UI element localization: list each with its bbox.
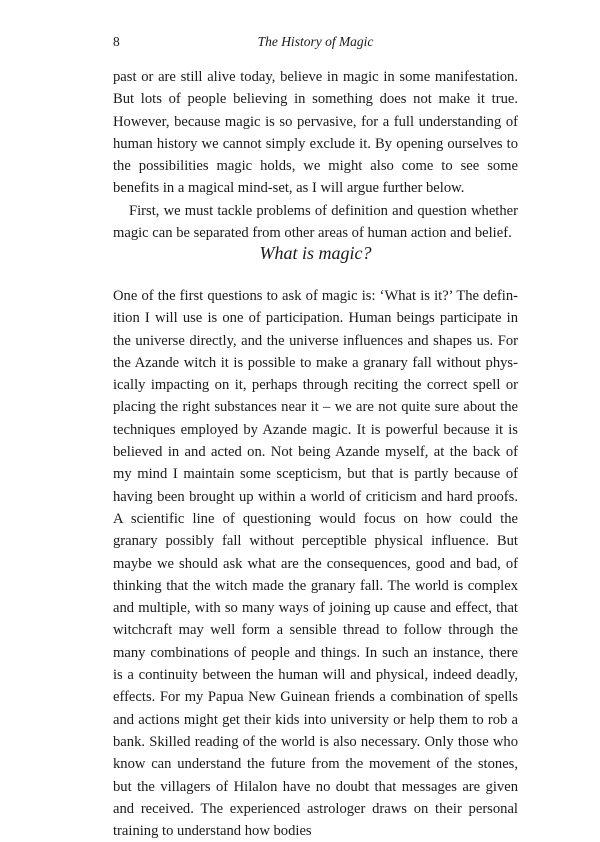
section-heading: What is magic? — [259, 243, 372, 263]
paragraph-continuation: past or are still alive today, believe in magic in some manifestation. But lots of people believing in something does not make it true. However, because magic is so pervasive, for a full understanding of human history we cannot simply exclude it. By opening ourselves to the possibilities magic holds, we might also come to see some benefits in a magical mind-set, as I will argue further below. — [113, 69, 518, 197]
main-text-block — [113, 285, 518, 842]
opening-text-block — [113, 66, 518, 244]
running-title: The History of Magic — [257, 34, 374, 49]
paragraph-definition-intro: First, we must tackle problems of definition and question whether magic can be separated from other areas of human action and belief. — [113, 202, 518, 242]
page-number: 8 — [113, 34, 120, 49]
paragraph-what-is-magic: One of the first questions to ask of magic is: ‘What is it?’ The definition I will use is one of participation. Human beings participate in the universe directly, and the universe influences and shapes us. For the Azande witch it is possible to make a granary fall without physically impacting on it, perhaps through reciting the correct spell or placing the right substances near it – we are not quite sure about the techniques employed by Azande magic. It is powerful because it is believed in and acted on. Not being Azande myself, at the back of my mind I maintain some scepticism, but that is partly because of having been brought up within a world of criticism and hard proofs. A scientific line of questioning would focus on how could the granary possibly fall without perceptible physical influence. But maybe we should ask what are the consequences, good and bad, of thinking that the witch made the granary fall. The world is complex and multiple, with so many ways of joining up cause and effect, that witchcraft may well form a sensible thread to follow through the many combinations of people and things. In such an instance, there is a continuity between the human will and physical, indeed deadly, effects. For my Papua New Guinean friends a combination of spells and actions might get their kids into university or help them to rob a bank. Skilled reading of the world is also necessary. Only those who know can understand the future from the movement of the stones, but the villagers of Hilalon have no doubt that messages are given and received. The experienced astrologer draws on their personal training to understand how bodies — [113, 288, 518, 840]
running-head — [113, 34, 518, 54]
